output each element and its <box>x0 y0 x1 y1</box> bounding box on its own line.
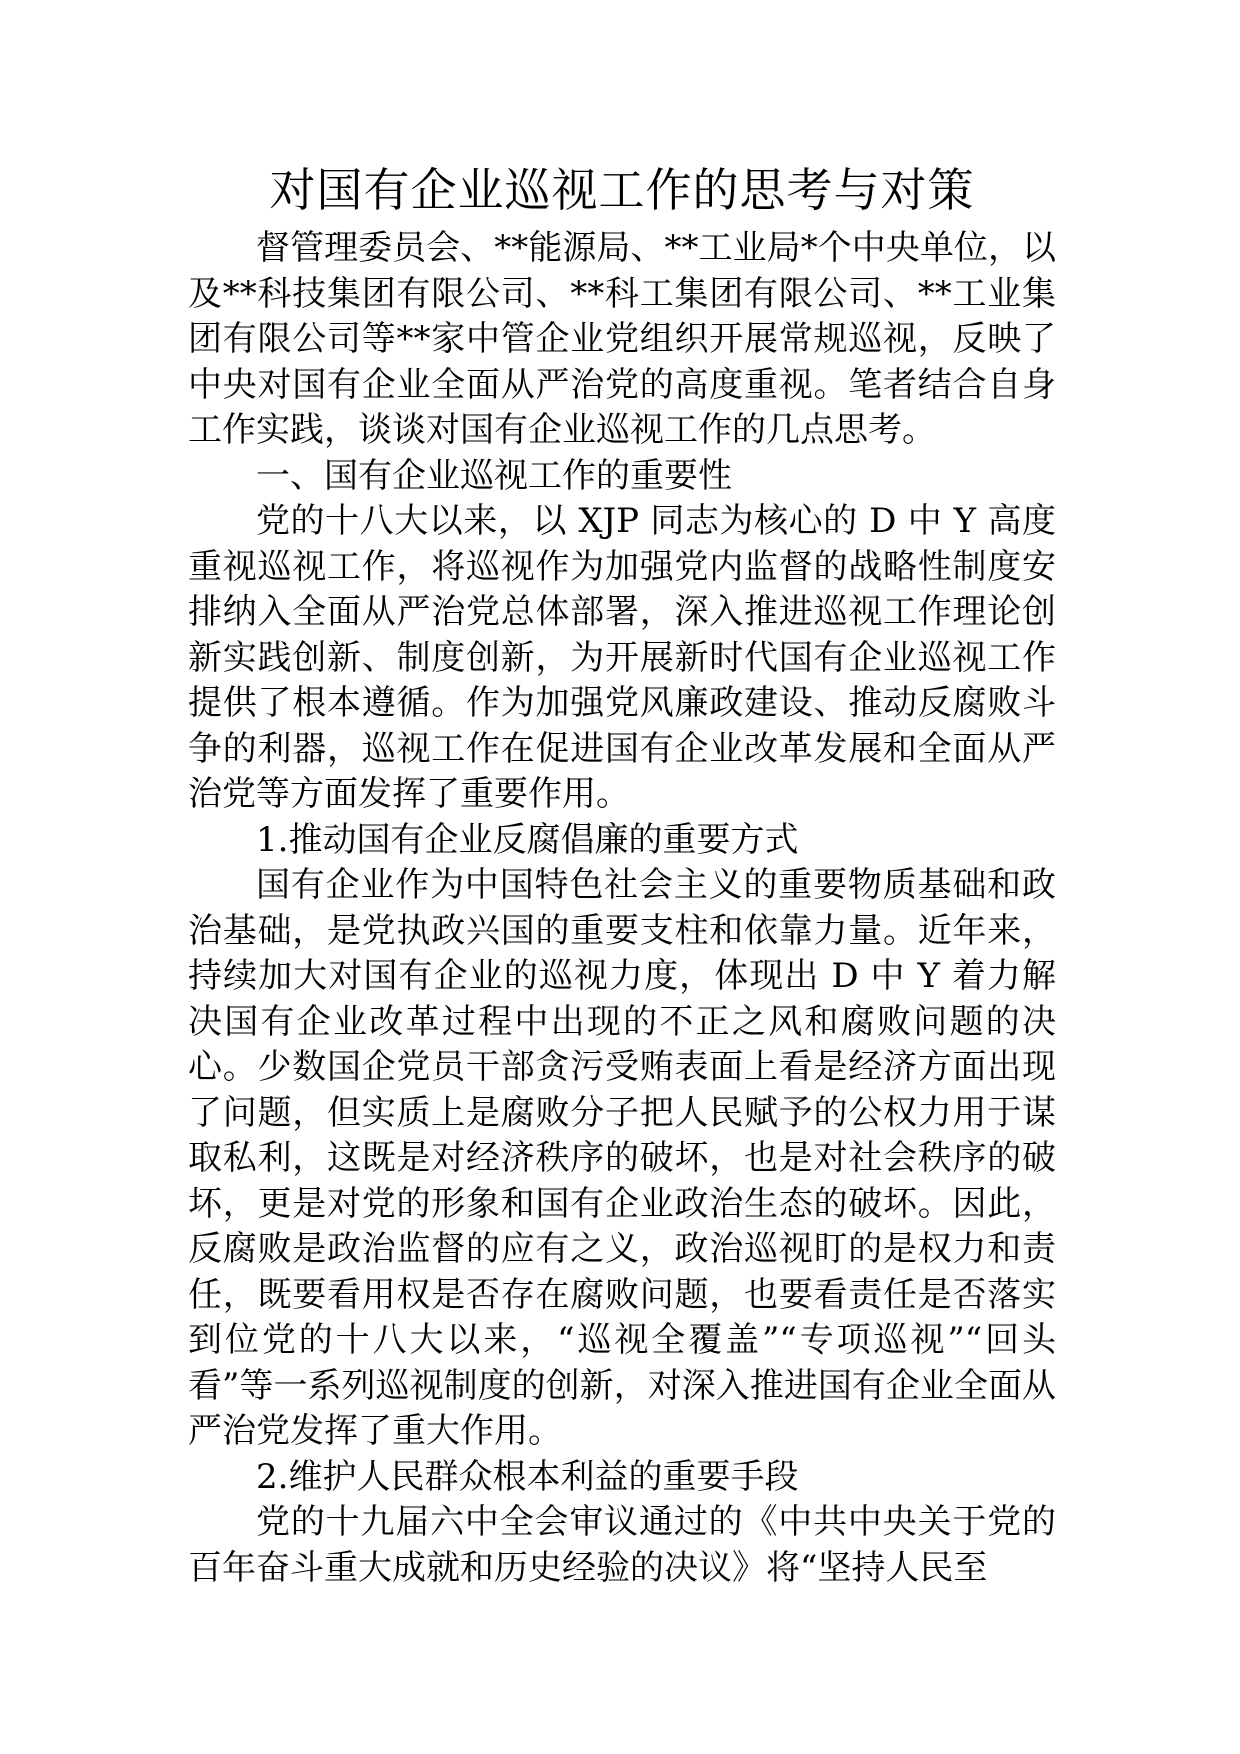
document-page <box>188 160 1056 1591</box>
paragraph-anticorruption: 国有企业作为中国特色社会主义的重要物质基础和政治基础，是党执政兴国的重要支柱和依靠力量。近年来，持续加大对国有企业的巡视力度，体现出 D 中 Y 着力解决国有企业改革过程中出现的不正之风和腐败问题的决心。少数国企党员干部贪污受贿表面上看是经济方面出现了问题，但实质上是腐败分子把人民赋予的公权力用于谋取私利，这既是对经济秩序的破坏，也是对社会秩序的破坏，更是对党的形象和国有企业政治生态的破坏。因此，反腐败是政治监督的应有之义，政治巡视盯的是权力和责任，既要看用权是否存在腐败问题，也要看责任是否落实到位党的十八大以来，“巡视全覆盖”“专项巡视”“回头看”等一系列巡视制度的创新，对深入推进国有企业全面从严治党发挥了重大作用。 <box>188 865 1056 1451</box>
subheading-2: 2.维护人民群众根本利益的重要手段 <box>256 1456 799 1497</box>
document-title: 对国有企业巡视工作的思考与对策 <box>269 163 975 217</box>
paragraph-importance: 党的十八大以来，以 XJP 同志为核心的 D 中 Y 高度重视巡视工作，将巡视作为加强党内监督的战略性制度安排纳入全面从严治党总体部署，深入推进巡视工作理论创新实践创新、制度创新，为开展新时代国有企业巡视工作提供了根本遵循。作为加强党风廉政建设、推动反腐败斗争的利器，巡视工作在促进国有企业改革发展和全面从严治党等方面发挥了重要作用。 <box>188 501 1056 814</box>
subheading-1: 1.推动国有企业反腐倡廉的重要方式 <box>256 819 799 860</box>
paragraph-people-interest: 党的十九届六中全会审议通过的《中共中央关于党的百年奋斗重大成就和历史经验的决议》将“坚持人民至 <box>188 1502 1056 1588</box>
section-heading-1: 一、国有企业巡视工作的重要性 <box>256 455 732 496</box>
paragraph-intro: 督管理委员会、**能源局、**工业局*个中央单位，以及**科技集团有限公司、**科工集团有限公司、**工业集团有限公司等**家中管企业党组织开展常规巡视，反映了中央对国有企业全面从严治党的高度重视。笔者结合自身工作实践，谈谈对国有企业巡视工作的几点思考。 <box>188 228 1056 450</box>
